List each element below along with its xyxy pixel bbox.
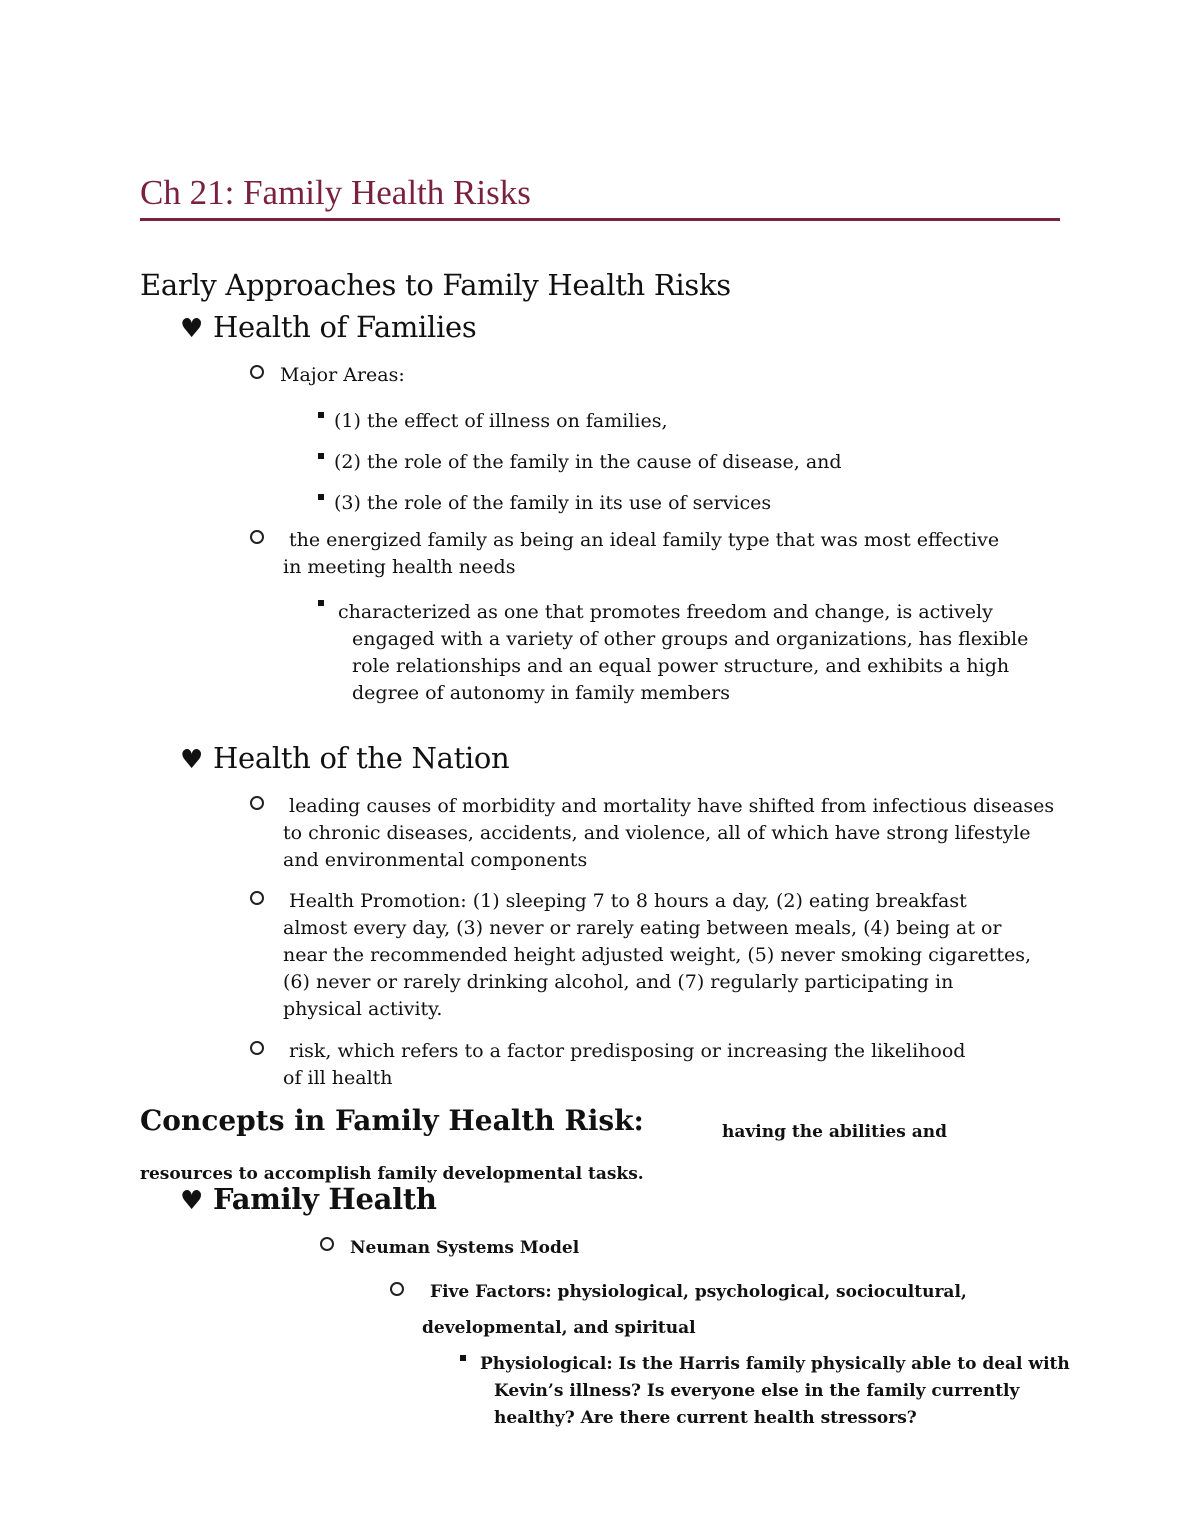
list-item-area-3 xyxy=(318,490,771,517)
subheading-family-health xyxy=(180,1182,437,1216)
list-item-area-2 xyxy=(318,449,842,476)
concepts-heading: Concepts in Family Health Risk: xyxy=(140,1104,644,1137)
page-title: Ch 21: Family Health Risks xyxy=(140,173,531,212)
circle-bullet-icon xyxy=(320,1237,334,1251)
list-item-risk: risk, which refers to a factor predisposing or increasing the likelihood of ill health xyxy=(283,1040,966,1089)
subheading-label: Health of Families xyxy=(213,310,477,344)
heart-bullet-icon: ♥ xyxy=(180,745,204,775)
list-item-five-factors: Five Factors: physiological, psychological, sociocultural, developmental, and spiritual xyxy=(422,1282,967,1338)
heart-bullet-icon: ♥ xyxy=(180,1186,204,1216)
circle-bullet-icon xyxy=(250,891,280,911)
circle-bullet-icon xyxy=(250,1041,280,1061)
heart-bullet-icon: ♥ xyxy=(180,314,204,344)
square-bullet-icon xyxy=(318,600,334,619)
circle-bullet-icon xyxy=(250,530,280,550)
list-item-text: (3) the role of the family in its use of services xyxy=(334,492,772,514)
subheading-label: Health of the Nation xyxy=(213,741,510,775)
list-item-text: (2) the role of the family in the cause of disease, and xyxy=(334,451,842,473)
list-item-text: Major Areas: xyxy=(280,364,405,386)
list-item-morbidity: leading causes of morbidity and mortality have shifted from infectious diseases to chronic diseases, accidents, and violence, all of which have strong lifestyle and environmental components xyxy=(283,795,1055,871)
square-bullet-icon xyxy=(318,412,324,418)
list-item-area-1 xyxy=(318,408,668,435)
section-heading-early-approaches: Early Approaches to Family Health Risks xyxy=(140,268,731,302)
list-item-text: (1) the effect of illness on families, xyxy=(334,410,668,432)
subheading-health-of-the-nation xyxy=(180,741,509,775)
square-bullet-icon xyxy=(318,453,324,459)
list-item-major-areas xyxy=(250,362,405,389)
title-rule xyxy=(140,218,1060,221)
list-item-physiological: Physiological: Is the Harris family physically able to deal with Kevin’s illness? Is everyone else in the family currently healthy? Are there current health stressors? xyxy=(480,1354,1070,1428)
circle-bullet-icon xyxy=(390,1282,420,1302)
circle-bullet-icon xyxy=(250,365,264,379)
list-item-energized-detail: characterized as one that promotes freedom and change, is actively engaged with a variety of other groups and organizations, has flexible role relationships and an equal power structure, and exhibits a high degree of autonomy in family members xyxy=(338,601,1029,704)
square-bullet-icon xyxy=(460,1355,476,1374)
subheading-label: Family Health xyxy=(213,1182,437,1216)
circle-bullet-icon xyxy=(250,796,280,816)
square-bullet-icon xyxy=(318,494,324,500)
list-item-text: Neuman Systems Model xyxy=(350,1238,580,1258)
subheading-health-of-families xyxy=(180,310,476,344)
concepts-definition: having the abilities and resources to accomplish family developmental tasks. xyxy=(140,1122,947,1184)
list-item-energized-family: the energized family as being an ideal family type that was most effective in meeting health needs xyxy=(283,529,1000,578)
list-item-health-promotion: Health Promotion: (1) sleeping 7 to 8 hours a day, (2) eating breakfast almost every day, (3) never or rarely eating between meals, (4) being at or near the recommended height adjusted weight, (5) never smoking cigarettes, (6) never or rarely drinking alcohol, and (7) regularly participating in physical activity. xyxy=(283,890,1032,1020)
list-item-neuman-model xyxy=(320,1235,579,1262)
